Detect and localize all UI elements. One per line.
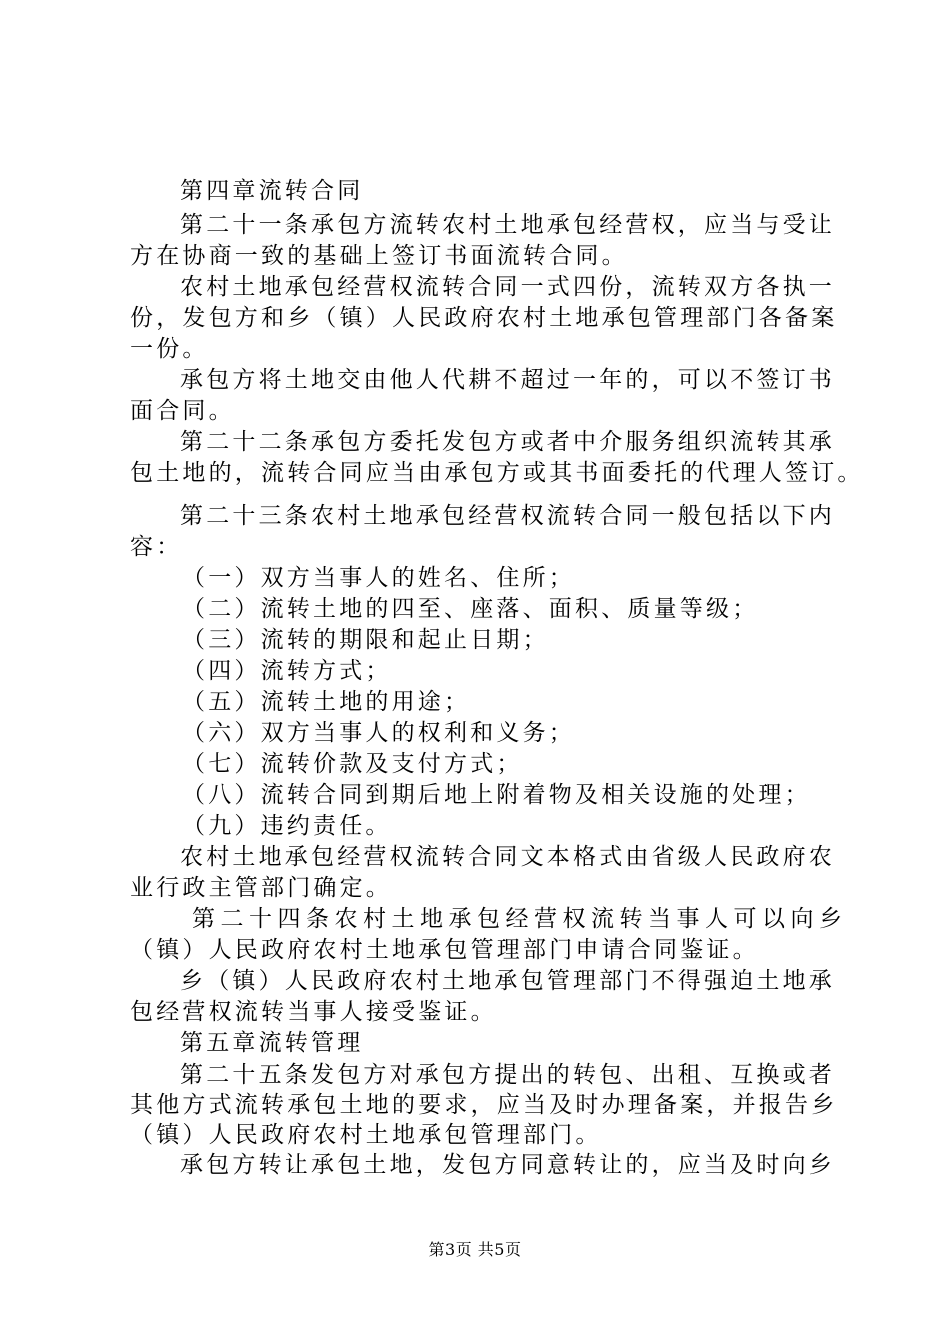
- list-item: （二）流转土地的四至、座落、面积、质量等级；: [182, 596, 759, 622]
- paragraph-line: 其他方式流转承包土地的要求，应当及时办理备案，并报告乡: [130, 1092, 838, 1118]
- list-item: （九）违约责任。: [182, 813, 392, 839]
- page-footer: 第3页 共5页: [428, 1240, 522, 1259]
- paragraph-line: （镇）人民政府农村土地承包管理部门申请合同鉴证。: [130, 937, 759, 963]
- paragraph-line: 农村土地承包经营权流转合同文本格式由省级人民政府农: [180, 844, 835, 870]
- paragraph-line: 第二十三条农村土地承包经营权流转合同一般包括以下内: [180, 503, 835, 529]
- list-item: （五）流转土地的用途；: [182, 689, 471, 715]
- list-item: （六）双方当事人的权利和义务；: [182, 720, 575, 746]
- paragraph-line: 承包方转让承包土地，发包方同意转让的，应当及时向乡: [180, 1152, 835, 1178]
- paragraph-line: 承包方将土地交由他人代耕不超过一年的，可以不签订书: [180, 367, 835, 393]
- paragraph-line: 乡（镇）人民政府农村土地承包管理部门不得强迫土地承: [180, 968, 835, 994]
- paragraph-line: （镇）人民政府农村土地承包管理部门。: [130, 1122, 602, 1148]
- list-item: （四）流转方式；: [182, 658, 392, 684]
- paragraph-line: 面合同。: [130, 398, 235, 424]
- chapter-heading: 第四章流转合同: [180, 178, 364, 204]
- paragraph-line: 份，发包方和乡（镇）人民政府农村土地承包管理部门各备案: [130, 305, 838, 331]
- paragraph-line: 业行政主管部门确定。: [130, 875, 392, 901]
- chapter-heading: 第五章流转管理: [180, 1030, 364, 1056]
- list-item: （三）流转的期限和起止日期；: [182, 627, 549, 653]
- paragraph-line: 包经营权流转当事人接受鉴证。: [130, 999, 497, 1025]
- paragraph-line: 包土地的，流转合同应当由承包方或其书面委托的代理人签订。: [130, 460, 864, 486]
- paragraph-line: 容：: [130, 534, 183, 560]
- paragraph-line: 第二十一条承包方流转农村土地承包经营权，应当与受让: [180, 212, 835, 238]
- paragraph-line: 第二十四条农村土地承包经营权流转当事人可以向乡: [192, 906, 848, 932]
- list-item: （一）双方当事人的姓名、住所；: [182, 565, 575, 591]
- list-item: （八）流转合同到期后地上附着物及相关设施的处理；: [182, 782, 811, 808]
- paragraph-line: 第二十二条承包方委托发包方或者中介服务组织流转其承: [180, 429, 835, 455]
- list-item: （七）流转价款及支付方式；: [182, 751, 523, 777]
- paragraph-line: 第二十五条发包方对承包方提出的转包、出租、互换或者: [180, 1062, 835, 1088]
- paragraph-line: 一份。: [130, 336, 209, 362]
- paragraph-line: 农村土地承包经营权流转合同一式四份，流转双方各执一: [180, 274, 835, 300]
- paragraph-line: 方在协商一致的基础上签订书面流转合同。: [130, 243, 628, 269]
